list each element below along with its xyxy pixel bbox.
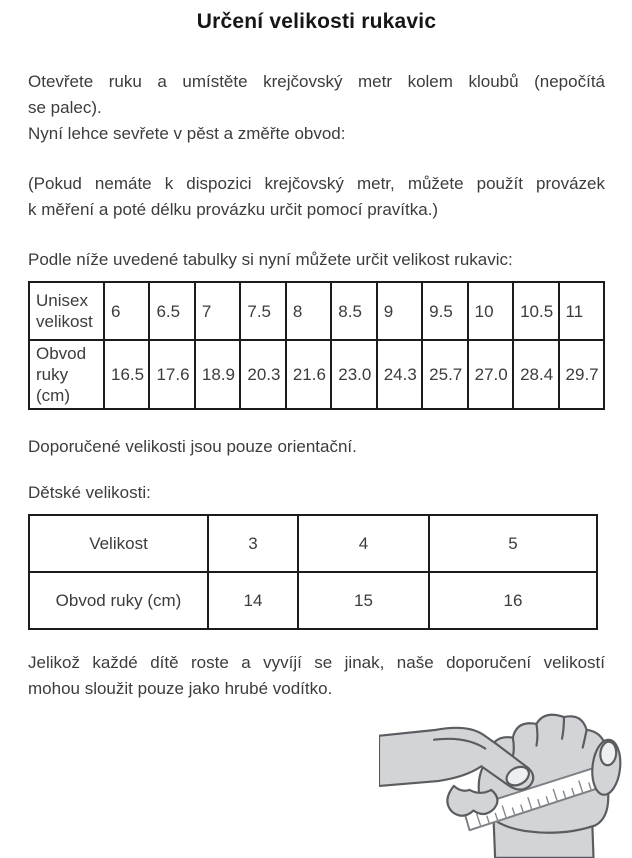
adult-size-cell: 11 xyxy=(559,282,604,340)
glove-sizing-document xyxy=(0,8,632,858)
adult-size-table xyxy=(28,281,605,410)
children-girth-row-header: Obvod ruky (cm) xyxy=(29,572,208,629)
helper-curled-fingers xyxy=(447,786,497,816)
adult-size-cell: 6 xyxy=(104,282,149,340)
adult-size-row-header: Unisex velikost xyxy=(29,282,104,340)
children-heading: Dětské velikosti: xyxy=(28,483,151,502)
adult-girth-cell: 25.7 xyxy=(422,340,467,409)
adult-size-cell: 10.5 xyxy=(513,282,558,340)
adult-size-cell: 7.5 xyxy=(240,282,285,340)
string-tip-line-2: k měření a poté délku provázku určit pomocí pravítka.) xyxy=(28,200,439,219)
children-size-cell: 4 xyxy=(298,515,429,572)
adult-girth-cell: 20.3 xyxy=(240,340,285,409)
table-intro-text: Podle níže uvedené tabulky si nyní můžete určit velikost rukavic: xyxy=(28,250,513,269)
adult-girth-cell: 27.0 xyxy=(468,340,513,409)
intro-line-2: se palec). xyxy=(28,98,102,117)
adult-girth-row-header: Obvod ruky (cm) xyxy=(29,340,104,409)
adult-girth-row xyxy=(29,340,604,409)
figure-row xyxy=(28,708,605,858)
adult-girth-cell: 24.3 xyxy=(377,340,422,409)
hands-measuring-tape-illustration xyxy=(379,708,625,858)
outro-paragraph xyxy=(28,650,605,702)
children-girth-cell: 16 xyxy=(429,572,597,629)
note-text: Doporučené velikosti jsou pouze orientační. xyxy=(28,437,357,456)
adult-size-cell: 7 xyxy=(195,282,240,340)
adult-girth-cell: 17.6 xyxy=(149,340,194,409)
children-size-row-header: Velikost xyxy=(29,515,208,572)
adult-girth-cell: 16.5 xyxy=(104,340,149,409)
intro-line-3: Nyní lehce sevřete v pěst a změřte obvod: xyxy=(28,124,346,143)
adult-size-cell: 8.5 xyxy=(331,282,376,340)
children-girth-row xyxy=(29,572,597,629)
adult-size-cell: 8 xyxy=(286,282,331,340)
children-size-row xyxy=(29,515,597,572)
children-size-cell: 5 xyxy=(429,515,597,572)
intro-paragraph xyxy=(28,69,605,147)
adult-girth-cell: 21.6 xyxy=(286,340,331,409)
children-girth-cell: 15 xyxy=(298,572,429,629)
adult-size-cell: 9 xyxy=(377,282,422,340)
adult-girth-cell: 29.7 xyxy=(559,340,604,409)
adult-size-row xyxy=(29,282,604,340)
adult-size-cell: 10 xyxy=(468,282,513,340)
children-size-table xyxy=(28,514,598,630)
outro-line-1: Jelikož každé dítě roste a vyvíjí se jinak, naše doporučení velikostí xyxy=(28,653,605,672)
adult-girth-cell: 18.9 xyxy=(195,340,240,409)
adult-girth-cell: 23.0 xyxy=(331,340,376,409)
page-title: Určení velikosti rukavic xyxy=(196,10,437,33)
adult-girth-cell: 28.4 xyxy=(513,340,558,409)
string-tip-line-1: (Pokud nemáte k dispozici krejčovský metr, můžete použít provázek xyxy=(28,174,605,193)
outro-line-2: mohou sloužit pouze jako hrubé vodítko. xyxy=(28,679,333,698)
intro-line-1: Otevřete ruku a umístěte krejčovský metr kolem kloubů (nepočítá xyxy=(28,72,605,91)
children-size-cell: 3 xyxy=(208,515,298,572)
string-tip-paragraph xyxy=(28,171,605,223)
children-girth-cell: 14 xyxy=(208,572,298,629)
adult-size-cell: 9.5 xyxy=(422,282,467,340)
adult-size-cell: 6.5 xyxy=(149,282,194,340)
